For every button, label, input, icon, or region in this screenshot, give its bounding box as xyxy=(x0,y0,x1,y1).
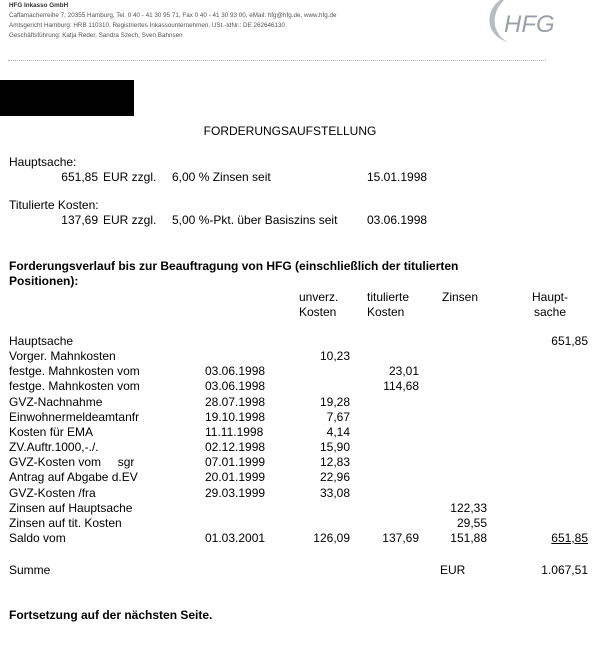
tituliert-label: Titulierte Kosten: xyxy=(9,198,99,212)
row-date: 29.03.1999 xyxy=(205,485,266,500)
row-label: Vorger. Mahnkosten xyxy=(9,349,116,364)
tituliert-currency: EUR zzgl. xyxy=(103,213,157,227)
row-tit-kosten: 114,68 xyxy=(383,379,419,394)
row-label: Zinsen auf tit. Kosten xyxy=(9,515,122,530)
row-hauptsache: 651,85 xyxy=(551,530,588,545)
row-tit-kosten: 23,01 xyxy=(388,364,419,379)
row-label: Hauptsache xyxy=(9,334,74,348)
continuation-note: Fortsetzung auf der nächsten Seite. xyxy=(9,608,213,622)
row-zinsen: 122,33 xyxy=(450,500,487,515)
tituliert-amount: 137,69 xyxy=(61,213,98,227)
page-title: FORDERUNGSAUFSTELLUNG xyxy=(203,124,377,138)
redacted-block xyxy=(0,80,134,116)
logo-text: HFG xyxy=(504,11,555,38)
header-divider xyxy=(8,60,546,61)
hauptsache-currency: EUR zzgl. xyxy=(103,170,157,184)
tituliert-date: 03.06.1998 xyxy=(367,213,428,227)
row-unverz-kosten: 15,90 xyxy=(319,440,350,455)
col-haupt-line1: Haupt- xyxy=(531,290,569,304)
row-label: Antrag auf Abgabe d.EV xyxy=(9,470,138,485)
section-heading-cont: Positionen): xyxy=(9,274,79,288)
hfg-logo-swoosh-icon xyxy=(478,0,560,50)
col-tit-line2: Kosten xyxy=(367,305,405,319)
col-haupt-line2: sache xyxy=(533,305,567,319)
hauptsache-rate: 6,00 % Zinsen seit xyxy=(172,170,271,184)
row-unverz-kosten: 126,09 xyxy=(313,530,350,545)
row-label: GVZ-Kosten vom sgr xyxy=(9,455,135,470)
row-label: GVZ-Kosten /fra xyxy=(9,485,96,500)
row-date: 28.07.1998 xyxy=(205,394,266,409)
letterhead-register: Amtsgericht Hamburg: HRB 110310, Registriertes Inkassounternehmen, USt.-IdNr.: DE 262646130 xyxy=(9,22,286,29)
row-label: festge. Mahnkosten vom xyxy=(9,379,140,394)
letterhead-management: Geschäftsführung: Katja Reder, Sandra Szech, Sven Bahnsen xyxy=(9,32,183,39)
row-unverz-kosten: 33,08 xyxy=(319,485,350,500)
hauptsache-date: 15.01.1998 xyxy=(367,170,428,184)
row-unverz-kosten: 7,67 xyxy=(326,409,350,424)
row-tit-kosten: 137,69 xyxy=(382,530,419,545)
row-label: Saldo vom xyxy=(9,530,66,545)
hfg-logo xyxy=(478,0,560,50)
row-date: 11.11.1998 xyxy=(205,424,264,439)
row-date: 03.06.1998 xyxy=(205,379,266,394)
summe-currency: EUR xyxy=(440,563,466,577)
row-label: GVZ-Nachnahme xyxy=(9,394,103,409)
letterhead-address: Caffamacherreihe 7, 20355 Hamburg, Tel. 0 40 - 41 30 95 71, Fax 0 40 - 41 30 93 00, eMail: hfg@hfg.de, www.hfg.de xyxy=(9,12,337,19)
row-unverz-kosten: 10,23 xyxy=(319,349,350,364)
hauptsache-label: Hauptsache: xyxy=(9,155,77,169)
hauptsache-amount: 651,85 xyxy=(61,170,98,184)
row-unverz-kosten: 19,28 xyxy=(319,394,350,409)
row-label: Kosten für EMA xyxy=(9,424,94,439)
row-hauptsache: 651,85 xyxy=(551,334,588,348)
row-unverz-kosten: 12,83 xyxy=(319,455,350,470)
col-unverz-line2: Kosten xyxy=(299,305,337,319)
row-date: 03.06.1998 xyxy=(205,364,266,379)
row-date: 20.01.1999 xyxy=(205,470,266,485)
col-tit-line1: titulierte xyxy=(367,290,410,304)
row-date: 07.01.1999 xyxy=(205,455,266,470)
section-heading: Forderungsverlauf bis zur Beauftragung von HFG (einschließlich der titulierten xyxy=(9,259,459,273)
row-date: 01.03.2001 xyxy=(205,530,266,545)
row-unverz-kosten: 22,96 xyxy=(319,470,350,485)
row-date: 02.12.1998 xyxy=(205,440,266,455)
col-zinsen: Zinsen xyxy=(442,290,479,304)
summe-label: Summe xyxy=(9,563,51,577)
row-label: Einwohnermeldeamtanfr xyxy=(9,409,140,424)
letterhead-company: HFG Inkasso GmbH xyxy=(9,2,69,9)
row-label: ZV.Auftr.1000,-./. xyxy=(9,440,99,455)
col-unverz-line1: unverz. xyxy=(299,290,339,304)
row-unverz-kosten: 4,14 xyxy=(326,424,350,439)
row-label: festge. Mahnkosten vom xyxy=(9,364,140,379)
row-zinsen: 29,55 xyxy=(456,515,487,530)
row-zinsen: 151,88 xyxy=(450,530,487,545)
tituliert-rate: 5,00 %-Pkt. über Basiszins seit xyxy=(172,213,338,227)
summe-value: 1.067,51 xyxy=(541,563,588,577)
row-date: 19.10.1998 xyxy=(205,409,266,424)
row-label: Zinsen auf Hauptsache xyxy=(9,500,133,515)
